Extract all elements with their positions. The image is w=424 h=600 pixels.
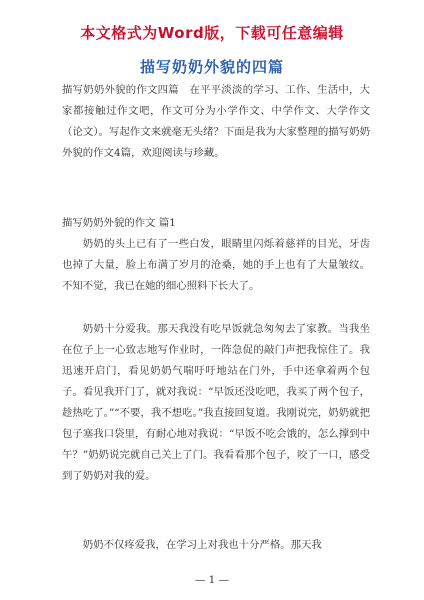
page-number: — 1 — [194, 574, 230, 586]
paragraph: 奶奶的头上已有了一些白发，眼睛里闪烁着慈祥的目光，牙齿也掉了大量，脸上布满了岁月的沧桑，她的手上也有了大量皱纹。不知不觉，我已在她的细心照料下长大了。 [62, 238, 370, 292]
section-heading: 描写奶奶外貌的作文 篇1 [62, 217, 176, 229]
document-title: 描写奶奶外貌的四篇 [139, 58, 284, 76]
intro-paragraph: 描写奶奶外貌的作文四篇 在平平淡淡的学习、工作、生活中，大家都接触过作文吧，作文可分为小学作文、中学作文、大学作文（论文）。写起作文来就毫无头绪？下面是我为大家整理的描写奶奶外貌的作文4篇，欢迎阅读与珍藏。 [62, 84, 370, 159]
paragraph: 奶奶十分爱我。那天我没有吃早饭就急匆匆去了家教。当我坐在位子上一心致志地写作业时，一阵急促的敲门声把我惊住了。我迅速开启门，看见奶奶气喘吁吁地站在门外，手中还拿着两个包子。看见我开门了，就对我说：“早饭还没吃吧，我买了两个包子，趁热吃了。”“不要，我不想吃。”我直接回复道。我刚说完，奶奶就把包子塞我口袋里，有耐心地对我说：“早饭不吃会饿的，怎么撑到中午？”奶奶说完就自己关上了门。我看看那个包子，咬了一口，感受到了奶奶对我的爱。 [62, 323, 370, 482]
paragraph: 奶奶不仅疼爱我，在学习上对我也十分严格。那天我 [82, 539, 322, 551]
format-banner: 本文格式为Word版，下载可任意编辑 [80, 24, 344, 42]
